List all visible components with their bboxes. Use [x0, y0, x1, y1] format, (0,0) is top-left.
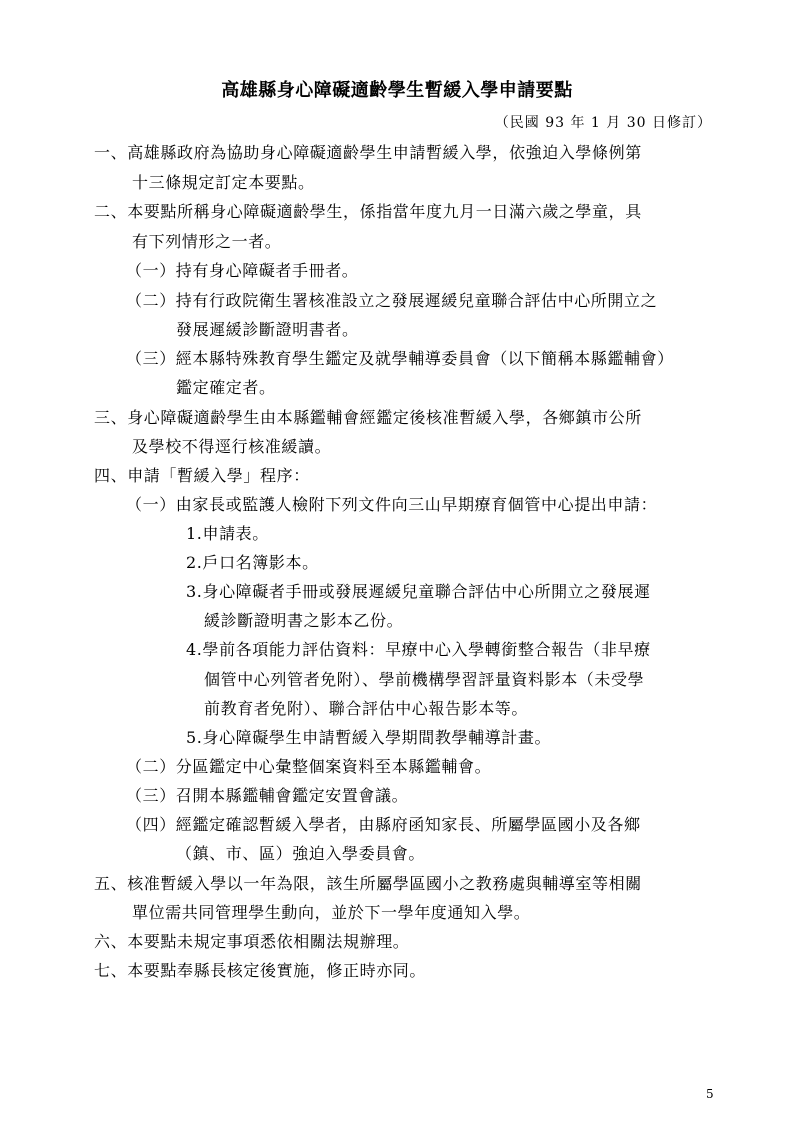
doc-list-item-2: 2.戶口名簿影本。 [186, 553, 319, 572]
item-2-sub-3-line-2: 鑑定確定者。 [176, 378, 276, 397]
item-7: 七、本要點奉縣長核定後實施，修正時亦同。 [94, 961, 427, 980]
item-2-sub-3-line-1: （三）經本縣特殊教育學生鑑定及就學輔導委員會（以下簡稱本縣鑑輔會） [126, 349, 674, 368]
doc-list-item-3-line-2: 緩診斷證明書之影本乙份。 [204, 611, 404, 630]
doc-list-item-5: 5.身心障礙學生申請暫緩入學期間教學輔導計畫。 [186, 728, 552, 747]
doc-list-item-4-line-3: 前教育者免附）、聯合評估中心報告影本等。 [204, 699, 529, 718]
doc-list-item-4-line-2: 個管中心列管者免附）、學前機構學習評量資料影本（未受學 [204, 670, 645, 689]
doc-list-item-1: 1.申請表。 [186, 524, 269, 543]
doc-list-item-3-line-1: 3.身心障礙者手冊或發展遲緩兒童聯合評估中心所開立之發展遲 [186, 582, 651, 601]
page-number: 5 [706, 1087, 714, 1101]
item-4-sub-4-line-2: （鎮、市、區）強迫入學委員會。 [176, 844, 426, 863]
item-4-sub-3: （三）召開本縣鑑輔會鑑定安置會議。 [126, 786, 409, 805]
item-1-line-2: 十三條規定訂定本要點。 [132, 173, 315, 192]
revision-note: （民國 93 年 1 月 30 日修訂） [494, 115, 712, 131]
item-5-line-1: 五、核准暫緩入學以一年為限，該生所屬學區國小之教務處與輔導室等相關 [94, 874, 642, 893]
item-4-sub-2: （二）分區鑑定中心彙整個案資料至本縣鑑輔會。 [126, 757, 492, 776]
item-2-sub-1: （一）持有身心障礙者手冊者。 [126, 261, 359, 280]
item-3-line-2: 及學校不得逕行核准緩讀。 [132, 437, 332, 456]
doc-list-item-4-line-1: 4.學前各項能力評估資料：早療中心入學轉銜整合報告（非早療 [186, 640, 651, 659]
item-5-line-2: 單位需共同管理學生動向，並於下一學年度通知入學。 [132, 903, 531, 922]
item-4-sub-4-line-1: （四）經鑑定確認暫緩入學者，由縣府函知家長、所屬學區國小及各鄉 [126, 815, 641, 834]
document-title: 高雄縣身心障礙適齡學生暫緩入學申請要點 [221, 80, 573, 101]
item-2-sub-2-line-2: 發展遲緩診斷證明書者。 [176, 320, 359, 339]
item-2-line-2: 有下列情形之一者。 [132, 232, 282, 251]
item-3-line-1: 三、身心障礙適齡學生由本縣鑑輔會經鑑定後核准暫緩入學，各鄉鎮市公所 [94, 408, 642, 427]
item-4-heading: 四、申請「暫緩入學」程序： [94, 466, 310, 485]
item-4-sub-1: （一）由家長或監護人檢附下列文件向三山早期療育個管中心提出申請： [126, 495, 658, 514]
item-1-line-1: 一、高雄縣政府為協助身心障礙適齡學生申請暫緩入學，依強迫入學條例第 [94, 143, 642, 162]
item-2-line-1: 二、本要點所稱身心障礙適齡學生，係指當年度九月一日滿六歲之學童，具 [94, 202, 642, 221]
item-2-sub-2-line-1: （二）持有行政院衛生署核准設立之發展遲緩兒童聯合評估中心所開立之 [126, 291, 658, 310]
item-6: 六、本要點未規定事項悉依相關法規辦理。 [94, 932, 410, 951]
